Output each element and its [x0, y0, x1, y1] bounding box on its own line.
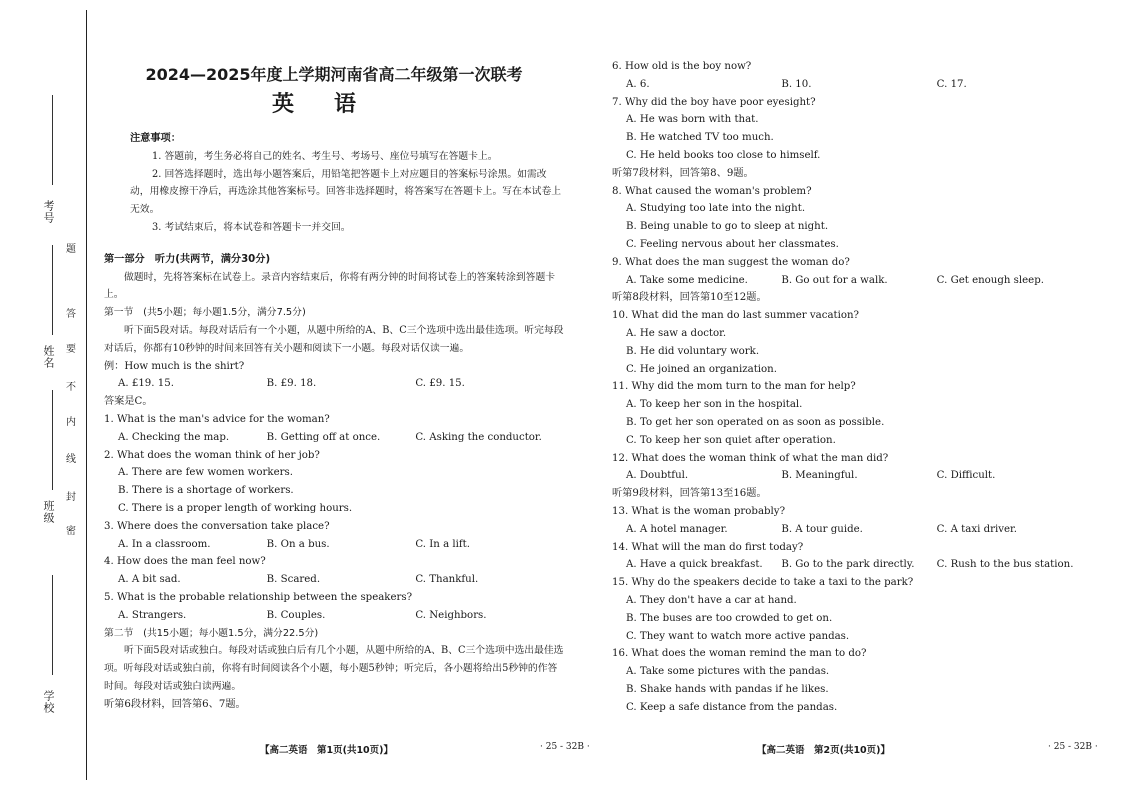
option-a: A. Studying too late into the night.	[626, 203, 806, 215]
option-b: B. Getting off at once.	[266, 431, 381, 443]
option-b: B. Being unable to go to sleep at night.	[626, 221, 829, 233]
question-stem: 3. Where does the conversation take place?	[104, 520, 330, 532]
question-stem: 10. What did the man do last summer vacation?	[612, 310, 860, 322]
option-c: C. Feeling nervous about her classmates.	[626, 238, 839, 250]
example-answer: 答案是C。	[104, 396, 153, 408]
option-b: B. He watched TV too much.	[626, 132, 774, 144]
footer-code-left: · 25 - 32B ·	[540, 742, 590, 752]
option-c: C. In a lift.	[415, 538, 471, 550]
option-b: B. Go to the park directly.	[781, 559, 915, 571]
option-c: C. He joined an organization.	[626, 363, 777, 375]
example-option-b: B. £9. 18.	[266, 378, 317, 390]
option-a: A. Strangers.	[118, 609, 187, 621]
option-b: B. There is a shortage of workers.	[118, 485, 294, 497]
options-row	[612, 272, 1092, 290]
option-a: A. They don't have a car at hand.	[626, 594, 797, 606]
option-c: C. Asking the conductor.	[415, 431, 542, 443]
option-b: B. He did voluntary work.	[626, 345, 760, 357]
options-row	[612, 556, 1092, 574]
seal-char: 封	[66, 492, 76, 503]
footer-code-right: · 25 - 32B ·	[1048, 742, 1098, 752]
question-stem: 1. What is the man's advice for the woman?	[104, 413, 330, 425]
option-c: C. A taxi driver.	[936, 523, 1017, 535]
part1-heading: 第一部分 听力(共两节，满分30分)	[104, 253, 271, 265]
binding-rule	[86, 10, 87, 780]
option-b: B. 10.	[781, 78, 812, 90]
option-b: B. Meaningful.	[781, 470, 858, 482]
seal-char: 线	[66, 454, 76, 465]
question-stem: 13. What is the woman probably?	[612, 505, 786, 517]
question-stem: 2. What does the woman think of her job?	[104, 449, 320, 461]
option-a: A. He saw a doctor.	[626, 327, 727, 339]
listen-note: 听第7段材料，回答第8、9题。	[612, 167, 754, 179]
option-a: A. In a classroom.	[118, 538, 211, 550]
sec1-heading: 第一节 (共5小题；每小题1.5分，满分7.5分)	[104, 307, 306, 319]
option-b: B. A tour guide.	[781, 523, 863, 535]
options-row	[104, 429, 564, 447]
left-column	[104, 0, 564, 714]
option-c: C. They want to watch more active pandas.	[626, 630, 850, 642]
option-b: B. On a bus.	[266, 538, 330, 550]
seal-char: 答	[66, 309, 76, 320]
options-row	[612, 521, 1092, 539]
option-b: B. Scared.	[266, 574, 321, 586]
question-stem: 7. Why did the boy have poor eyesight?	[612, 96, 816, 108]
left-questions	[104, 411, 564, 625]
right-column	[612, 58, 1092, 716]
seal-char: 密	[66, 526, 76, 537]
school-line	[52, 575, 53, 675]
school-label: 学校	[42, 690, 55, 714]
note-item: 1. 答题前，考生务必将自己的姓名、考生号、考场号、座位号填写在答题卡上。	[152, 150, 498, 162]
subject-title: 英语	[271, 92, 396, 117]
seal-char: 要	[66, 344, 76, 355]
sec1-intro: 听下面5段对话。每段对话后有一个小题，从题中所给的A、B、C三个选项中选出最佳选项。听完每段对话后，你都有10秒钟的时间来回答有关小题和阅读下一小题。每段对话仅读一遍。	[104, 324, 564, 354]
class-line	[52, 390, 53, 490]
option-a: A. Have a quick breakfast.	[626, 559, 763, 571]
option-a: A. A bit sad.	[118, 574, 181, 586]
notes-heading: 注意事项：	[130, 133, 181, 144]
listen-note: 听第9段材料，回答第13至16题。	[612, 488, 767, 500]
options-row	[612, 467, 1092, 485]
option-a: A. He was born with that.	[626, 114, 759, 126]
option-c: C. Keep a safe distance from the pandas.	[626, 701, 838, 713]
option-a: A. To keep her son in the hospital.	[626, 399, 803, 411]
option-c: C. Neighbors.	[415, 609, 487, 621]
part1-intro: 做题时，先将答案标在试卷上。录音内容结束后，你将有两分钟的时间将试卷上的答案转涂到答题卡上。	[104, 271, 556, 301]
question-stem: 9. What does the man suggest the woman do?	[612, 256, 850, 268]
options-row	[104, 536, 564, 554]
options-row	[104, 571, 564, 589]
option-c: C. 17.	[936, 78, 967, 90]
option-c: C. Rush to the bus station.	[936, 559, 1074, 571]
footer-left: 【高二英语 第1页(共10页)】	[260, 745, 394, 756]
note-item: 3. 考试结束后，将本试卷和答题卡一并交回。	[152, 221, 351, 233]
question-stem: 15. Why do the speakers decide to take a taxi to the park?	[612, 577, 914, 589]
option-a: A. There are few women workers.	[118, 467, 293, 479]
options-row	[612, 76, 1092, 94]
option-b: B. To get her son operated on as soon as possible.	[626, 416, 885, 428]
right-blocks	[612, 58, 1092, 716]
seal-char: 内	[66, 417, 76, 428]
option-a: A. Take some pictures with the pandas.	[626, 666, 830, 678]
option-a: A. Checking the map.	[118, 431, 230, 443]
exam-no-line	[52, 95, 53, 185]
listen-note: 听第8段材料，回答第10至12题。	[612, 292, 767, 304]
class-label: 班级	[42, 500, 55, 524]
binding-margin	[0, 0, 95, 794]
name-line	[52, 245, 53, 335]
option-a: A. 6.	[626, 78, 650, 90]
question-stem: 12. What does the woman think of what the man did?	[612, 452, 889, 464]
example-option-c: C. £9. 15.	[415, 378, 465, 390]
option-b: B. Go out for a walk.	[781, 274, 888, 286]
option-c: C. To keep her son quiet after operation.	[626, 434, 836, 446]
note-item: 2. 回答选择题时，选出每小题答案后，用铅笔把答题卡上对应题目的答案标号涂黑。如需改动，用橡皮擦干净后，再选涂其他答案标号。回答非选择题时，将答案写在答题卡上。写在本试卷上无效。	[130, 168, 562, 216]
option-b: B. Couples.	[266, 609, 326, 621]
question-stem: 16. What does the woman remind the man to do?	[612, 648, 867, 660]
name-label: 姓名	[42, 345, 55, 369]
option-c: C. Get enough sleep.	[936, 274, 1044, 286]
seal-char: 题	[66, 244, 76, 255]
option-c: C. Thankful.	[415, 574, 479, 586]
option-a: A. Take some medicine.	[626, 274, 748, 286]
seal-char: 不	[66, 382, 76, 393]
sec2-intro: 听下面5段对话或独白。每段对话或独白后有几个小题，从题中所给的A、B、C三个选项中选出最佳选项。听每段对话或独白前，你将有时间阅读各个小题，每小题5秒钟；听完后，各小题将给出5秒钟的作答时间。每段对话或独白读两遍。	[104, 645, 564, 692]
example-question: 例：How much is the shirt?	[104, 360, 245, 372]
example-option-a: A. £19. 15.	[118, 378, 174, 390]
question-stem: 14. What will the man do first today?	[612, 541, 804, 553]
footer-right: 【高二英语 第2页(共10页)】	[757, 745, 891, 756]
exam-no-label: 考号	[42, 200, 55, 224]
question-stem: 5. What is the probable relationship between the speakers?	[104, 591, 413, 603]
exam-title: 2024—2025年度上学期河南省高二年级第一次联考	[145, 65, 523, 84]
option-a: A. Doubtful.	[626, 470, 689, 482]
options-row	[104, 607, 564, 625]
question-stem: 11. Why did the mom turn to the man for help?	[612, 381, 856, 393]
question-stem: 6. How old is the boy now?	[612, 61, 752, 72]
option-b: B. Shake hands with pandas if he likes.	[626, 683, 829, 695]
option-c: C. Difficult.	[936, 470, 996, 482]
notes-list	[104, 148, 564, 237]
sec2-heading: 第二节 (共15小题；每小题1.5分，满分22.5分)	[104, 627, 319, 639]
option-a: A. A hotel manager.	[626, 523, 728, 535]
listen6-note: 听第6段材料，回答第6、7题。	[104, 698, 246, 710]
option-c: C. He held books too close to himself.	[626, 149, 821, 161]
question-stem: 8. What caused the woman's problem?	[612, 185, 812, 197]
option-b: B. The buses are too crowded to get on.	[626, 612, 833, 624]
example-options	[104, 375, 564, 393]
option-c: C. There is a proper length of working hours.	[118, 502, 353, 514]
question-stem: 4. How does the man feel now?	[104, 556, 266, 568]
